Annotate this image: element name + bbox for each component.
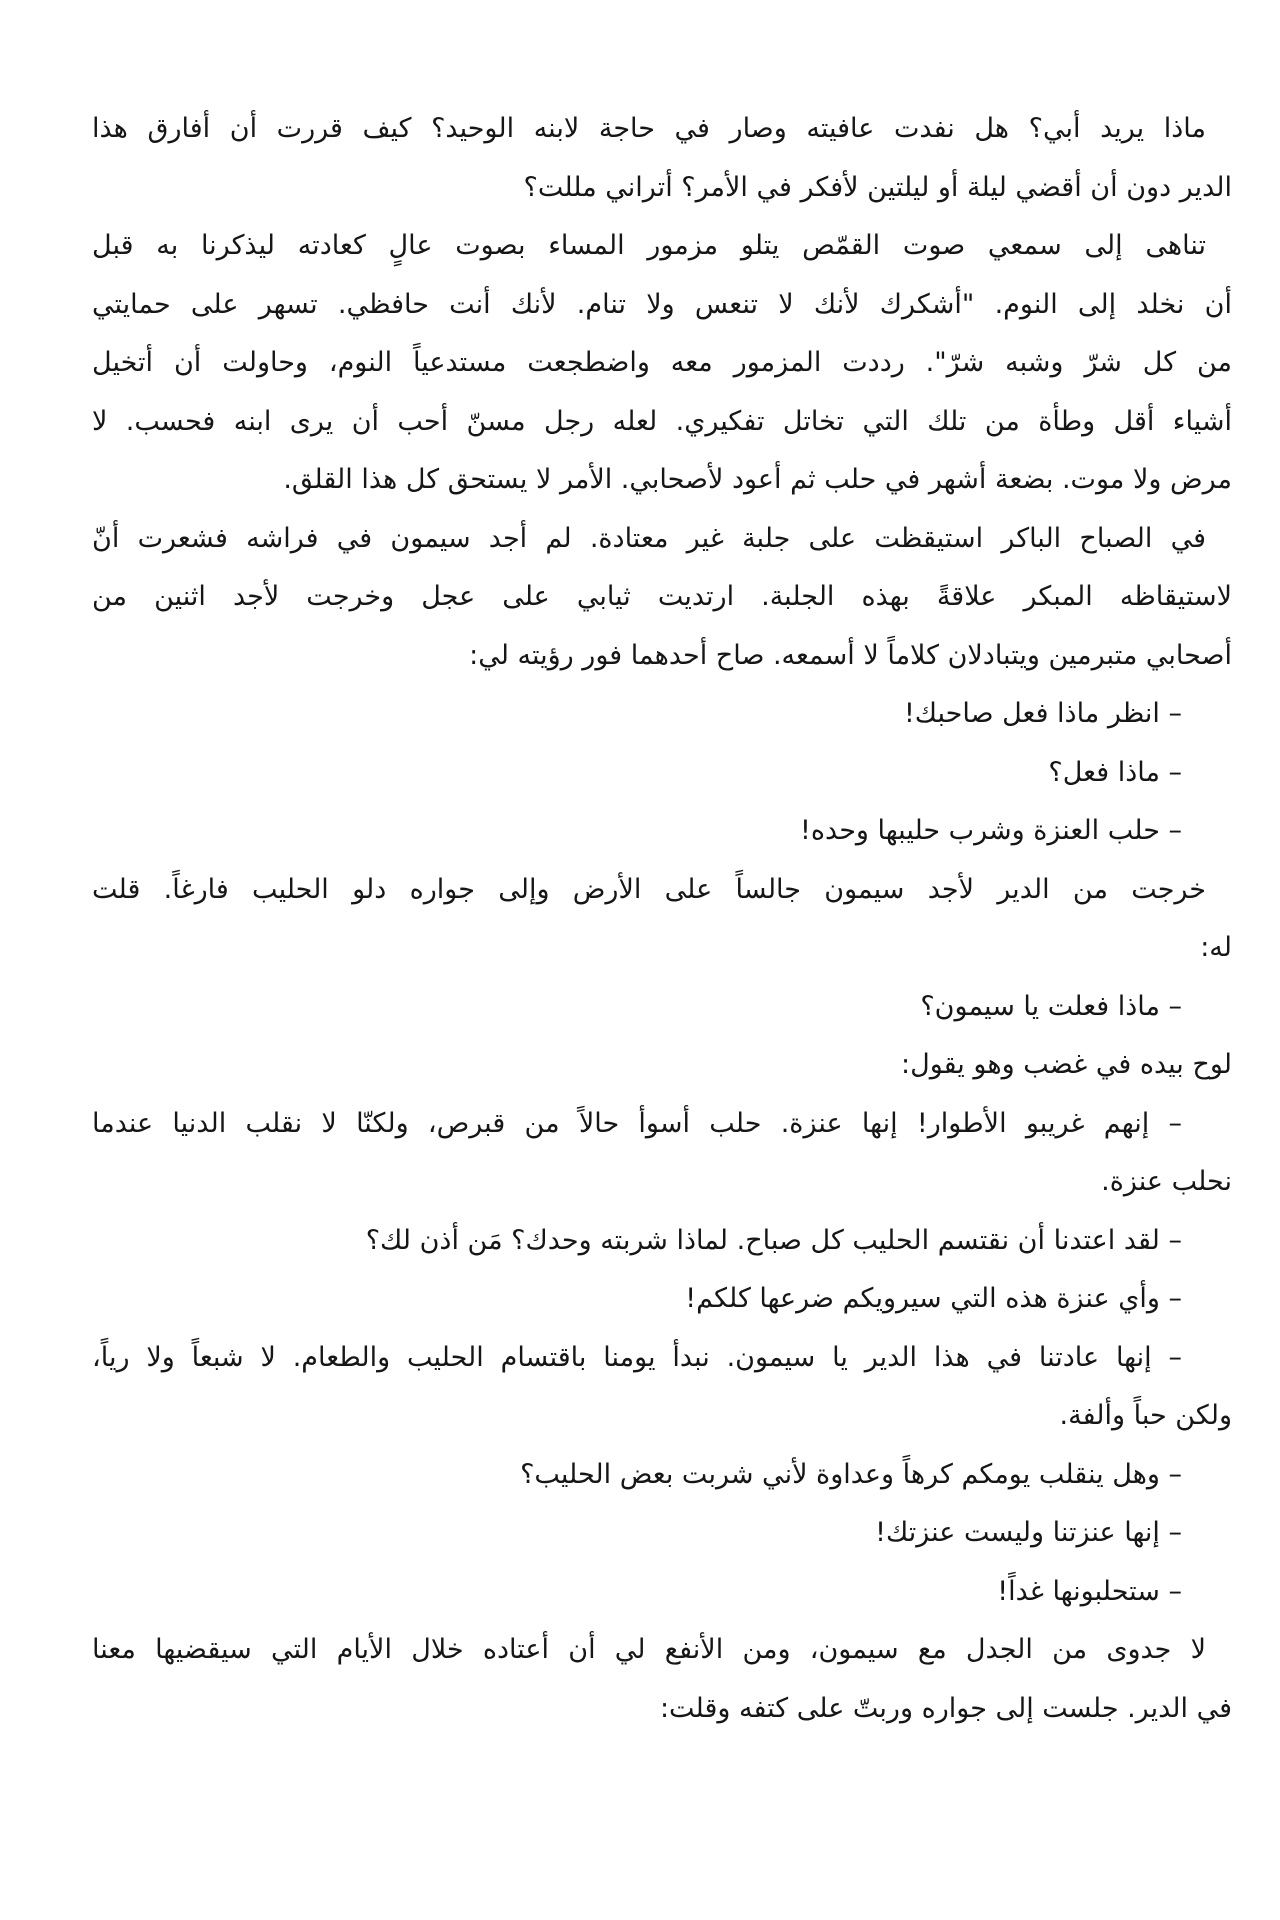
dialogue-block (92, 1563, 1232, 1622)
dialogue-block (92, 802, 1232, 861)
dialogue-block (92, 685, 1232, 744)
dialogue-block (92, 744, 1232, 803)
text-line: الدير دون أن أقضي ليلة أو ليلتين لأفكر في الأمر؟ أتراني مللت؟ (523, 171, 1232, 203)
paragraph-block (92, 1036, 1232, 1095)
text-line: – إنها عادتنا في هذا الدير يا سيمون. نبدأ يومنا باقتسام الحليب والطعام. لا شبعاً ولا رياً، (92, 1341, 1182, 1373)
text-line: – حلب العنزة وشرب حليبها وحده! (800, 815, 1182, 846)
text-line: في الدير. جلست إلى جواره وربتّ على كتفه وقلت: (659, 1692, 1232, 1724)
text-line: – إنهم غريبو الأطوار! إنها عنزة. حلب أسوأ حالاً من قبرص، ولكنّا لا نقلب الدنيا عندما (92, 1107, 1182, 1139)
text-line: في الصباح الباكر استيقظت على جلبة غير معتادة. لم أجد سيمون في فراشه فشعرت أنّ (92, 522, 1206, 554)
text-line: لوح بيده في غضب وهو يقول: (900, 1049, 1232, 1080)
text-line: نحلب عنزة. (1101, 1166, 1232, 1197)
text-line: – ماذا فعلت يا سيمون؟ (920, 990, 1182, 1022)
text-line: – ماذا فعل؟ (1048, 756, 1182, 788)
text-line: – إنها عنزتنا وليست عنزتك! (875, 1517, 1182, 1548)
text-line: أشياء أقل وطأة من تلك التي تخاتل تفكيري. لعله رجل مسنّ أحب أن يرى ابنه فحسب. لا (92, 405, 1232, 437)
paragraph-block (92, 100, 1232, 217)
paragraph-block (92, 861, 1232, 978)
paragraph-block (92, 510, 1232, 686)
text-line: تناهى إلى سمعي صوت القمّص يتلو مزمور المساء بصوت عالٍ كعادته ليذكرنا به قبل (92, 230, 1206, 261)
text-line: – انظر ماذا فعل صاحبك! (903, 698, 1182, 729)
dialogue-block (92, 1446, 1232, 1505)
text-line: لا جدوى من الجدل مع سيمون، ومن الأنفع لي أن أعتاده خلال الأيام التي سيقضيها معنا (92, 1634, 1206, 1665)
text-line: – وأي عنزة هذه التي سيرويكم ضرعها كلكم! (685, 1283, 1182, 1314)
dialogue-block (92, 1504, 1232, 1563)
dialogue-block (92, 1270, 1232, 1329)
text-line: ولكن حباً وألفة. (1059, 1400, 1232, 1431)
text-line: – وهل ينقلب يومكم كرهاً وعداوة لأني شربت بعض الحليب؟ (520, 1458, 1182, 1490)
text-line: خرجت من الدير لأجد سيمون جالساً على الأرض وإلى جواره دلو الحليب فارغاً. قلت (92, 873, 1206, 905)
paragraph-block (92, 1621, 1232, 1738)
text-line: من كل شرّ وشبه شرّ". رددت المزمور معه واضطجعت مستدعياً النوم، وحاولت أن أتخيل (92, 347, 1232, 378)
text-line: – ستحلبونها غداً! (997, 1575, 1182, 1607)
dialogue-block (92, 978, 1232, 1037)
dialogue-block (92, 1095, 1232, 1212)
paragraph-block (92, 217, 1232, 510)
text-line: له: (1200, 932, 1232, 963)
text-line: – لقد اعتدنا أن نقتسم الحليب كل صباح. لماذا شربته وحدك؟ مَن أذن لك؟ (365, 1224, 1182, 1256)
text-line: أصحابي متبرمين ويتبادلان كلاماً لا أسمعه. صاح أحدهما فور رؤيته لي: (469, 639, 1232, 671)
text-line: أن نخلد إلى النوم. "أشكرك لأنك لا تنعس ولا تنام. لأنك أنت حافظي. تسهر على حمايتي (92, 288, 1232, 320)
dialogue-block (92, 1212, 1232, 1271)
text-line: مرض ولا موت. بضعة أشهر في حلب ثم أعود لأصحابي. الأمر لا يستحق كل هذا القلق. (283, 464, 1232, 495)
text-line: لاستيقاظه المبكر علاقةً بهذه الجلبة. ارتديت ثيابي على عجل وخرجت لأجد اثنين من (92, 581, 1232, 612)
dialogue-block (92, 1329, 1232, 1446)
text-line: ماذا يريد أبي؟ هل نفدت عافيته وصار في حاجة لابنه الوحيد؟ كيف قررت أن أفارق هذا (92, 113, 1206, 144)
